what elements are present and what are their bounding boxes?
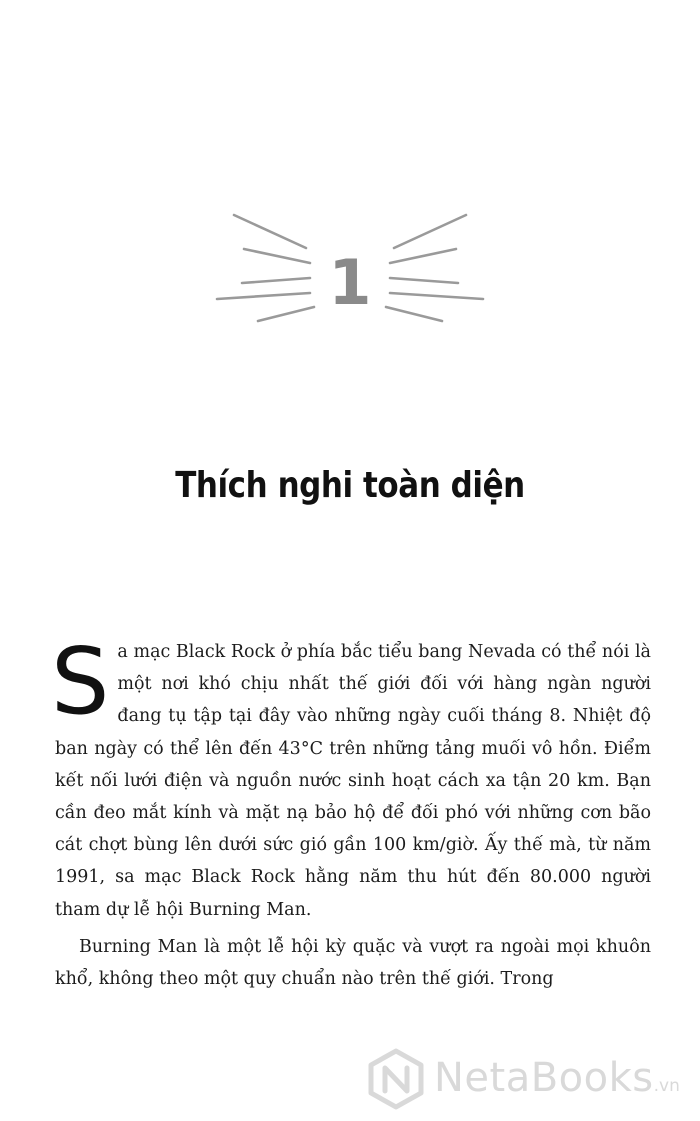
chapter-body [51, 628, 651, 995]
chapter-title: Thích nghi toàn diện [175, 465, 525, 507]
watermark [360, 1040, 700, 1120]
paragraph-1 [51, 628, 651, 926]
watermark-tld: .vn [653, 1076, 680, 1096]
paragraph-2: Burning Man là một lễ hội kỳ quặc và vượt ra ngoài mọi khuôn khổ, không theo một quy chuẩn nào trên thế giới. Trong [55, 936, 651, 990]
paragraph-1-text: a mạc Black Rock ở phía bắc tiểu bang Nevada có thể nói là một nơi khó chịu nhất thế giới đối với hàng ngàn người đang tụ tập tại đây vào những ngày cuối tháng 8. Nhiệt độ ban ngày có thể lên đến 43°C trên những tảng muối vô hồn. Điểm kết nối lưới điện và nguồn nước sinh hoạt cách xa tận 20 km. Bạn cần đeo mắt kính và mặt nạ bảo hộ để đối phó với những cơn bão cát chợt bùng lên dưới sức gió gần 100 km/giờ. Ấy thế mà, từ năm 1991, sa mạc Black Rock hằng năm thu hút đến 80.000 người tham dự lễ hội Burning Man. [55, 642, 651, 920]
netabooks-logo-icon [366, 1048, 426, 1110]
drop-cap: S [51, 628, 110, 735]
chapter-number: 1 [328, 246, 372, 319]
watermark-brand: NetaBooks [434, 1055, 654, 1101]
watermark-text [434, 1048, 680, 1116]
